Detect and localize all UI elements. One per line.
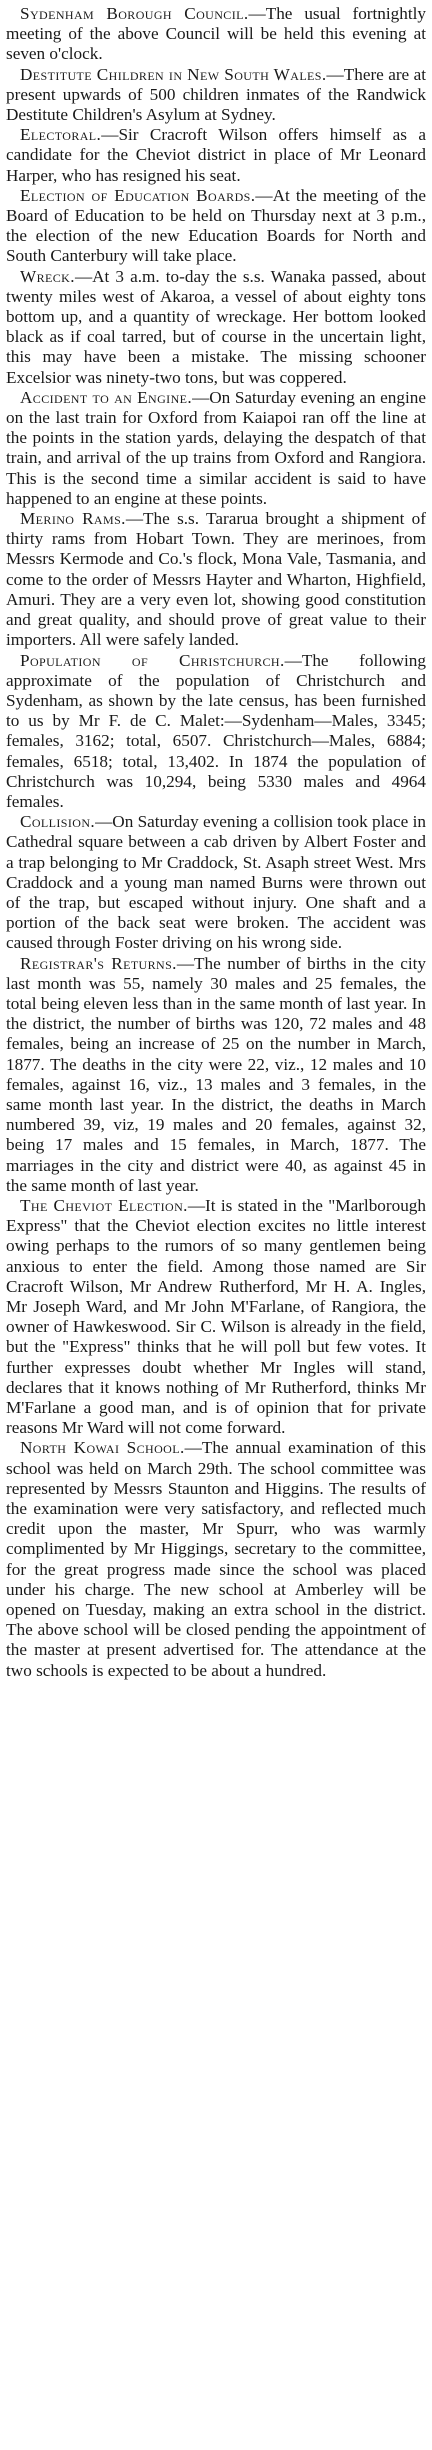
- article-body: —The usual fortnightly meeting of the above Council will be held this evening at seven o'clock.: [6, 4, 426, 64]
- article-sydenham-council: [6, 4, 426, 65]
- article-heading: Accident to an Engine.: [20, 387, 193, 407]
- article-cheviot-election: [6, 1196, 426, 1438]
- article-body: —At 3 a.m. to-day the s.s. Wanaka passed, about twenty miles west of Akaroa, a vessel of about eighty tons bottom up, and a quantity of wreckage. Her bottom looked black as if coal tarred, but of course in the uncertain light, this may have been a mistake. The missing schooner Excelsior was ninety-two tons, but was coppered.: [6, 266, 426, 387]
- article-heading: Wreck.: [20, 266, 75, 286]
- article-body: —Sir Cracroft Wilson offers himself as a candidate for the Cheviot district in place of Mr Leonard Harper, who has resigned his seat.: [6, 125, 426, 185]
- article-merino-rams: [6, 509, 426, 650]
- article-heading: Destitute Children in New South Wales.: [20, 64, 327, 84]
- article-body: —On Saturday evening a collision took place in Cathedral square between a cab driven by Albert Foster and a trap belonging to Mr Craddock, St. Asaph street West. Mrs Craddock and a young man named Burns were thrown out of the trap, but escaped without injury. One shaft and a portion of the back seat were broken. The accident was caused through Foster driving on his wrong side.: [6, 812, 426, 953]
- article-destitute-children: [6, 65, 426, 126]
- article-heading: North Kowai School.: [20, 1438, 185, 1458]
- article-heading: Election of Education Boards.: [20, 185, 256, 205]
- article-heading: Merino Rams.: [20, 509, 126, 529]
- article-heading: Electoral.: [20, 125, 102, 145]
- article-population: [6, 651, 426, 813]
- article-engine-accident: [6, 388, 426, 509]
- article-body: —There are at present upwards of 500 children inmates of the Randwick Destitute Children's Asylum at Sydney.: [6, 64, 426, 125]
- article-north-kowai-school: [6, 1438, 426, 1680]
- article-heading: The Cheviot Election.: [20, 1195, 188, 1215]
- article-body: —The number of births in the city last month was 55, namely 30 males and 25 females, the total being eleven less than in the same month of last year. In the district, the number of births was 120, 72 males and 48 females, being an increase of 25 on the number in March, 1877. The deaths in the city were 22, viz., 12 males and 10 females, against 16, viz., 13 males and 3 females, in the same month last year. In the district, the deaths in March numbered 39, viz, 19 males and 20 females, against 32, being 17 males and 15 females, in March, 1877. The marriages in the city and district were 40, as against 45 in the same month of last year.: [6, 953, 426, 1195]
- article-wreck: [6, 267, 426, 388]
- article-education-boards: [6, 186, 426, 267]
- article-registrars-returns: [6, 954, 426, 1196]
- article-electoral: [6, 125, 426, 186]
- article-body: —The s.s. Tararua brought a shipment of thirty rams from Hobart Town. They are merinoes, from Messrs Kermode and Co.'s flock, Mona Vale, Tasmania, and come to the order of Messrs Hayter and Wharton, Highfield, Amuri. They are a very even lot, showing good constitution and great quality, and should prove of great value to their importers. All were safely landed.: [6, 509, 426, 650]
- article-body: —On Saturday evening an engine on the last train for Oxford from Kaiapoi ran off the line at the points in the station yards, delaying the despatch of that train, and arrival of the up trains from Oxford and Rangiora. This is the second time a similar accident is said to have happened to an engine at these points.: [6, 387, 426, 508]
- article-heading: Collision.: [20, 812, 96, 832]
- article-body: —At the meeting of the Board of Education to be held on Thursday next at 3 p.m., the election of the new Education Boards for North and South Canterbury will take place.: [6, 185, 426, 266]
- article-heading: Registrar's Returns.: [20, 953, 177, 973]
- article-heading: Sydenham Borough Council.: [20, 4, 249, 23]
- article-body: —The annual examination of this school was held on March 29th. The school committee was represented by Messrs Staunton and Higgins. The results of the examination were very satisfactory, and reflected much credit upon the master, Mr Spurr, who was warmly complimented by Mr Higgings, secretary to the committee, for the great progress made since the school was placed under his charge. The new school at Amberley will be opened on Tuesday, making an extra school in the district. The above school will be closed pending the appointment of the master at present advertised for. The attendance at the two schools is expected to be about a hundred.: [6, 1438, 426, 1680]
- article-collision: [6, 812, 426, 953]
- article-body: —The following approximate of the population of Christchurch and Sydenham, as shown by the late census, has been furnished to us by Mr F. de C. Malet:—Sydenham—Males, 3345; females, 3162; total, 6507. Christchurch—Males, 6884; females, 6518; total, 13,402. In 1874 the population of Christchurch was 10,294, being 5330 males and 4964 females.: [6, 650, 426, 811]
- article-heading: Population of Christchurch.: [20, 650, 285, 670]
- article-body: —It is stated in the "Marlborough Express" that the Cheviot election excites no little interest owing perhaps to the rumors of so many gentlemen being anxious to enter the field. Among those named are Sir Cracroft Wilson, Mr Andrew Rutherford, Mr H. A. Ingles, Mr Joseph Ward, and Mr John M'Farlane, of Rangiora, the owner of Hawkeswood. Sir C. Wilson is already in the field, but the "Express" thinks that he will poll but few votes. It further expresses doubt whether Mr Ingles will stand, declares that it knows nothing of Mr Rutherford, thinks Mr M'Farlane a good man, and is of opinion that for private reasons Mr Ward will not come forward.: [6, 1195, 426, 1438]
